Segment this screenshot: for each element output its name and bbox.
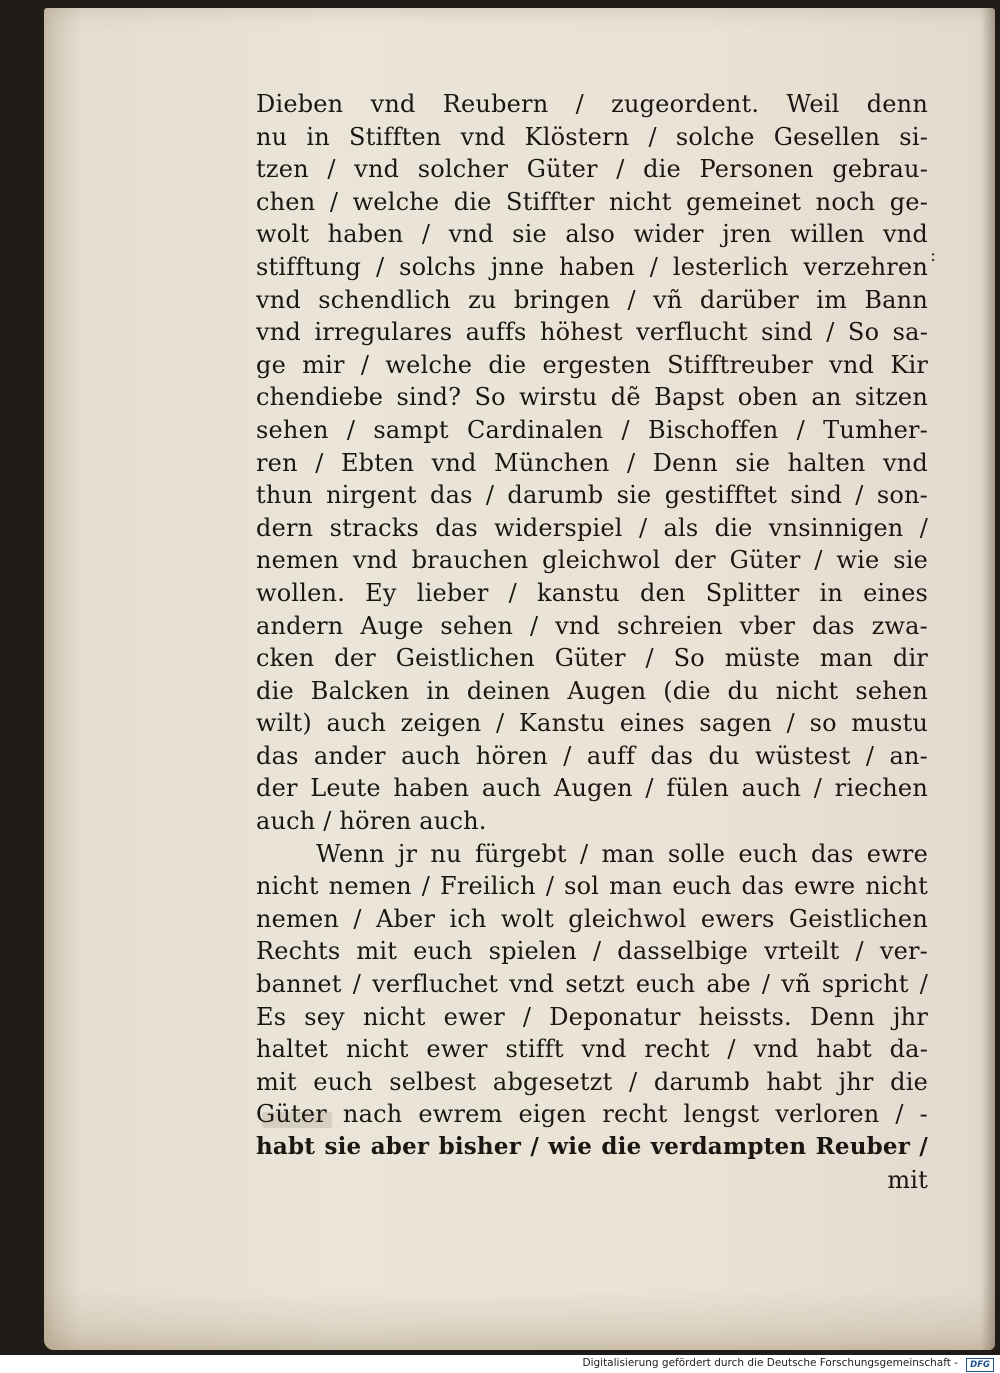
- text-line: mit euch selbest abgesetzt / darumb habt jhr die: [256, 1067, 928, 1096]
- catchword: mit: [887, 1165, 928, 1194]
- text-line: thun nirgent das / darumb sie gestifftet sind / son-: [256, 481, 928, 510]
- footer-bar: [0, 1355, 1000, 1373]
- text-line: der Leute haben auch Augen / fülen auch / riechen: [256, 774, 928, 803]
- text-line: chen / welche die Stiffter nicht gemeinet noch ge-: [256, 187, 928, 216]
- text-line: nemen vnd brauchen gleichwol der Güter / wie sie: [256, 546, 928, 575]
- text-line: sehen / sampt Cardinalen / Bischoffen / Tumher-: [256, 415, 928, 444]
- text-line: Es sey nicht ewer / Deponatur heissts. Denn jhr: [256, 1002, 928, 1031]
- page-text: [256, 88, 928, 1196]
- text-line: dern stracks das widerspiel / als die vnsinnigen /: [256, 513, 928, 542]
- text-line: auch / hören auch.: [256, 807, 487, 836]
- paragraph-start-line: Wenn jr nu fürgebt / man solle euch das ewre: [316, 839, 928, 868]
- text-line: habt sie aber bisher / wie die verdampten Reuber /: [256, 1133, 928, 1160]
- text-line: ren / Ebten vnd München / Denn sie halten vnd: [256, 448, 928, 477]
- margin-mark: :: [930, 245, 937, 266]
- text-line: stifftung / solchs jnne haben / lesterlich verzehren: [256, 252, 928, 281]
- text-line: haltet nicht ewer stifft vnd recht / vnd habt da-: [256, 1035, 928, 1064]
- text-line: nu in Stifften vnd Klöstern / solche Gesellen si-: [256, 122, 928, 151]
- text-line: ge mir / welche die ergesten Stifftreuber vnd Kir: [256, 350, 928, 379]
- text-line: nicht nemen / Freilich / sol man euch das ewre nicht: [256, 872, 928, 901]
- text-line: wilt) auch zeigen / Kanstu eines sagen / so mustu: [256, 709, 928, 738]
- text-line: vnd irregulares auffs höhest verflucht sind / So sa-: [256, 318, 928, 347]
- text-line: wolt haben / vnd sie also wider jren willen vnd: [256, 220, 928, 249]
- dfg-logo: [966, 1358, 994, 1372]
- text-line: vnd schendlich zu bringen / vñ darüber im Bann: [256, 285, 928, 314]
- text-line: tzen / vnd solcher Güter / die Personen gebrau-: [256, 155, 928, 184]
- text-line: Rechts mit euch spielen / dasselbige vrteilt / ver-: [256, 937, 928, 966]
- text-line: Dieben vnd Reubern / zugeordent. Weil denn: [256, 90, 928, 118]
- text-line: chendiebe sind? So wirstu dẽ Bapst oben an sitzen: [256, 383, 928, 412]
- text-line: Güter nach ewrem eigen recht lengst verloren / -: [256, 1100, 928, 1129]
- page-bottom-wear: [44, 1290, 995, 1350]
- text-line: die Balcken in deinen Augen (die du nicht sehen: [256, 676, 928, 705]
- text-line: bannet / verfluchet vnd setzt euch abe / vñ spricht /: [256, 970, 928, 999]
- page-edge-shadow: [981, 8, 995, 1350]
- text-line: nemen / Aber ich wolt gleichwol ewers Geistlichen: [256, 904, 928, 933]
- dfg-logo-text: DFG: [966, 1358, 994, 1372]
- text-line: das ander auch hören / auff das du wüstest / an-: [256, 741, 928, 770]
- text-line: cken der Geistlichen Güter / So müste man dir: [256, 644, 928, 673]
- text-line: wollen. Ey lieber / kanstu den Splitter in eines: [256, 578, 928, 607]
- text-line: andern Auge sehen / vnd schreien vber das zwa-: [256, 611, 928, 640]
- funding-credit: Digitalisierung gefördert durch die Deutsche Forschungsgemeinschaft -: [582, 1357, 958, 1369]
